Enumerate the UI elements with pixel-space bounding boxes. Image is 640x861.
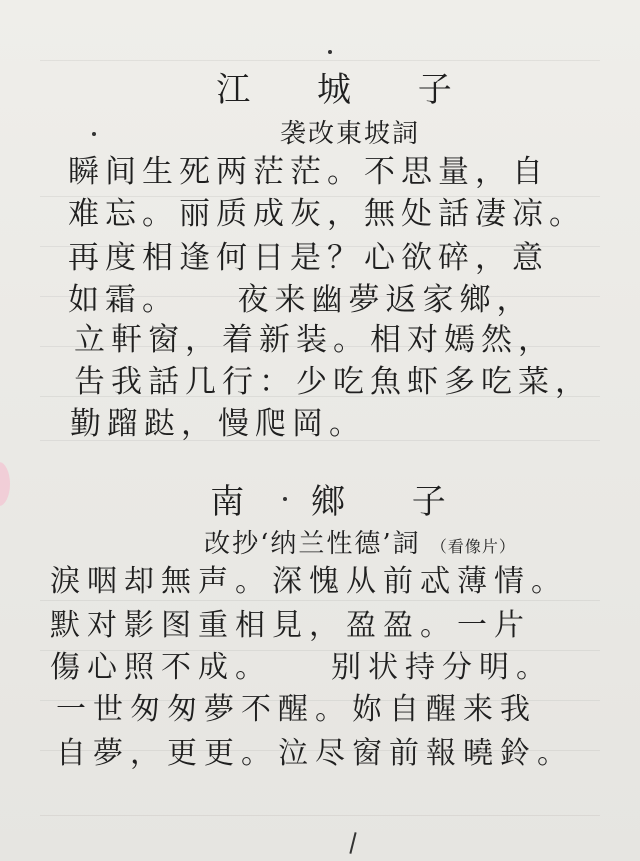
poem2-line: 默对影图重相見，盈盈。一片 bbox=[50, 608, 531, 643]
poem1-line: 再度相逢何日是？心欲碎，意 bbox=[68, 240, 549, 276]
poem1-line: 瞬间生死两茫茫。不思量，自 bbox=[68, 154, 549, 190]
poem1-line: 吿我話几行：少吃魚虾多吃菜， bbox=[74, 364, 592, 400]
ink-dot bbox=[328, 50, 332, 54]
poem1-line: 难忘。丽质成灰，無处話凄凉。 bbox=[68, 196, 586, 232]
ruled-line bbox=[40, 60, 600, 61]
ruled-line bbox=[40, 815, 600, 816]
pen-mark bbox=[349, 832, 356, 854]
poem2-subtitle bbox=[0, 528, 640, 563]
poem2-subtitle-note: （看像片） bbox=[430, 537, 516, 556]
poem1-line: 勤蹓跶，慢爬岡。 bbox=[70, 406, 366, 442]
poem1-title: 江 城 子 bbox=[216, 70, 480, 110]
poem2-title: 南 鄉 子 bbox=[210, 482, 474, 522]
poem1-line: 如霜。 夜来幽夢返家鄉， bbox=[68, 282, 534, 318]
poem2-line: 一世匆匆夢不醒。妳自醒来我 bbox=[56, 692, 537, 727]
poem1-line: 立軒窗，着新装。相对嫣然， bbox=[74, 322, 555, 358]
poem2-subtitle-text: 改抄‘纳兰性德’詞 bbox=[204, 529, 421, 559]
poem2-line: 自夢，更更。泣尽窗前報曉鈴。 bbox=[56, 736, 574, 771]
poem2-line: 傷心照不成。 别状持分明。 bbox=[50, 650, 553, 685]
poem2-line: 淚咽却無声。深愧从前忒薄情。 bbox=[50, 564, 568, 599]
poem1-subtitle: 袭改東坡詞 bbox=[279, 119, 420, 149]
